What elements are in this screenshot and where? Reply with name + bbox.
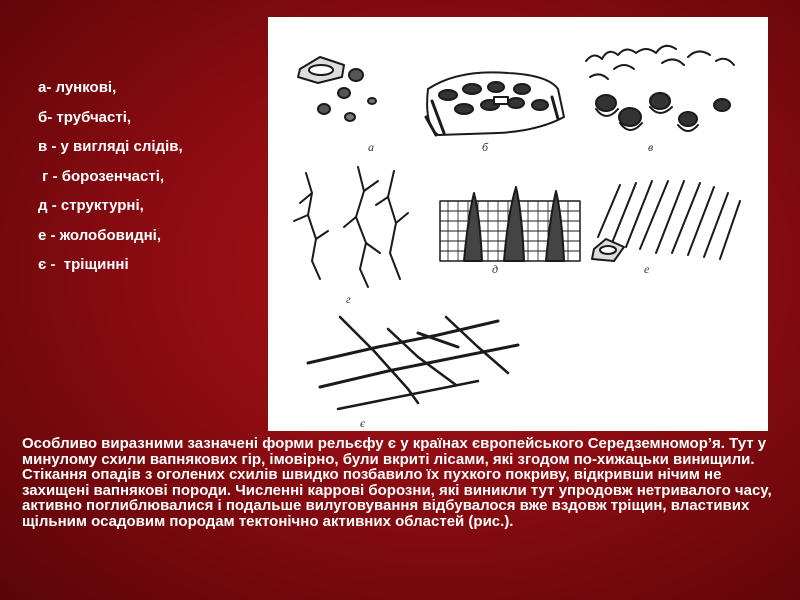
figure-label-v: в	[648, 140, 654, 154]
karst-forms-drawing	[268, 17, 768, 431]
figure-label-g: г	[346, 292, 351, 306]
legend-item-d: д - структурні,	[38, 197, 144, 214]
legend-item-e: е - жолобовидні,	[38, 226, 162, 244]
figure-label-d: д	[492, 262, 499, 276]
karst-forms-figure	[268, 17, 768, 431]
legend-item-ye: є - тріщинні	[38, 256, 129, 273]
figure-label-e: е	[644, 262, 650, 276]
figure-label-a: а	[368, 140, 374, 154]
groove-forms-sketch	[592, 181, 740, 261]
figure-label-ye: є	[360, 416, 366, 430]
fissure-forms-sketch	[308, 317, 518, 409]
description-paragraph: Особливо виразними зазначені форми рельєфу є у країнах європейського Середземномор’я. Тут у минулому схили вапнякових гір, імовірно, були вкриті лісами, які згодом по-хижацьки винищили. Стікання опадів з оголених схилів швидко позбавило їх пухкого покриву, відкривши нічим не захищені вапнякові породи. Численні каррові борозни, які виникли тут упродовж нетривалого часу, активно поглиблювалися і подальше вилуговування відбувалося вже вздовж тріщин, властивих щільним осадовим породам тектонічно активних областей (рис.).	[22, 435, 772, 530]
figure-label-b: б	[482, 140, 489, 154]
legend-item-a: а- лункові,	[38, 79, 117, 96]
tubular-forms-sketch	[426, 72, 564, 135]
legend-item-v: в - у вигляді слідів,	[38, 138, 183, 155]
pit-forms-sketch	[298, 57, 376, 121]
legend-item-g: г - борозенчасті,	[38, 167, 165, 185]
trace-forms-sketch	[586, 46, 734, 131]
legend-item-b: б- трубчасті,	[38, 108, 132, 126]
structural-forms-sketch	[440, 187, 580, 261]
legend-list	[38, 78, 268, 285]
furrow-forms-sketch	[294, 167, 408, 287]
